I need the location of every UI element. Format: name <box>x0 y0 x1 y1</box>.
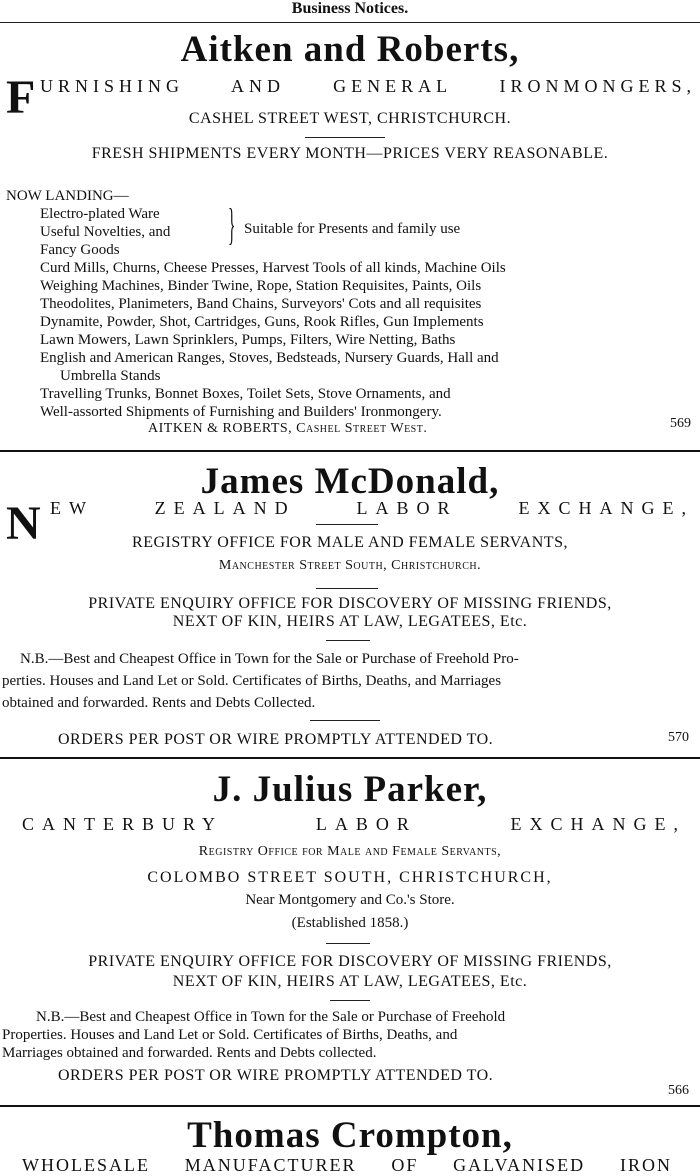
ad2-number: 570 <box>668 730 689 745</box>
ad2-registry: REGISTRY OFFICE FOR MALE AND FEMALE SERVANTS, <box>132 534 568 551</box>
ad-divider <box>0 1105 700 1107</box>
ad1-number: 569 <box>670 416 691 431</box>
ad1-item: Theodolites, Planimeters, Band Chains, Surveyors' Cots and all requisites <box>40 296 482 312</box>
ad-divider <box>0 757 700 759</box>
ad1-bracket: } <box>228 200 236 249</box>
ad1-item: English and American Ranges, Stoves, Bedsteads, Nursery Guards, Hall and <box>40 350 499 366</box>
ad4-name: Thomas Crompton, <box>187 1115 513 1156</box>
ad1-item: Weighing Machines, Binder Twine, Rope, Station Requisites, Paints, Oils <box>40 278 482 294</box>
ad3-address: COLOMBO STREET SOUTH, CHRISTCHURCH, <box>147 869 553 886</box>
ad3-nb-line: Properties. Houses and Land Let or Sold. Certificates of Births, Deaths, and <box>2 1027 458 1043</box>
ad2-orders: ORDERS PER POST OR WIRE PROMPTLY ATTENDED TO. <box>58 731 494 748</box>
ad3-tagline: CANTERBURY LABOR EXCHANGE, <box>22 814 686 834</box>
ad1-signature: AITKEN & ROBERTS, Cashel Street West. <box>148 421 428 436</box>
ad2-short-rule <box>316 588 378 589</box>
ad1-bracket-item: Fancy Goods <box>40 242 120 258</box>
ad2-tagline: EW ZEALAND LABOR EXCHANGE, <box>50 498 694 518</box>
ad3-established: (Established 1858.) <box>291 915 409 931</box>
ad1-item: Umbrella Stands <box>60 368 161 384</box>
ad1-item: Lawn Mowers, Lawn Sprinklers, Pumps, Filters, Wire Netting, Baths <box>40 332 456 348</box>
ad1-tagline: URNISHING AND GENERAL IRONMONGERS, <box>40 76 696 96</box>
ad1-now-landing: NOW LANDING— <box>6 188 129 204</box>
section-header: Business Notices. <box>291 0 409 17</box>
ad1-bracket-item: Useful Novelties, and <box>40 224 171 240</box>
ad3-number: 566 <box>668 1083 689 1098</box>
ad1-item: Well-assorted Shipments of Furnishing and Builders' Ironmongery. <box>40 404 442 420</box>
ad1-bracket-note: Suitable for Presents and family use <box>244 221 461 237</box>
ad-divider <box>0 450 700 452</box>
ad3-short-rule <box>326 943 370 944</box>
ad1-short-rule <box>305 137 385 138</box>
ad1-fresh-shipments: FRESH SHIPMENTS EVERY MONTH—PRICES VERY REASONABLE. <box>91 145 609 162</box>
ad3-nb-line: Marriages obtained and forwarded. Rents and Debts collected. <box>2 1045 377 1061</box>
ad2-short-rule <box>326 640 370 641</box>
ad2-next-of-kin: NEXT OF KIN, HEIRS AT LAW, LEGATEES, Etc. <box>172 613 528 630</box>
ad1-address: CASHEL STREET WEST, CHRISTCHURCH. <box>188 110 512 127</box>
ad1-drop-cap: F <box>6 71 36 124</box>
ad1-bracket-item: Electro-plated Ware <box>40 206 160 222</box>
ad3-nb-line: N.B.—Best and Cheapest Office in Town for the Sale or Purchase of Freehold <box>36 1009 506 1025</box>
ad3-next-of-kin: NEXT OF KIN, HEIRS AT LAW, LEGATEES, Etc. <box>172 973 528 990</box>
ad2-name: James McDonald, <box>200 461 500 502</box>
header-rule <box>0 22 700 23</box>
ad3-registry: Registry Office for Male and Female Servants, <box>198 844 502 859</box>
ad1-name: Aitken and Roberts, <box>180 29 520 70</box>
ad2-address: Manchester Street South, Christchurch. <box>218 558 482 573</box>
ad1-item: Dynamite, Powder, Shot, Cartridges, Guns, Rook Rifles, Gun Implements <box>40 314 484 330</box>
ad2-drop-cap: N <box>6 497 41 550</box>
ad3-short-rule <box>330 1000 370 1001</box>
ad3-near: Near Montgomery and Co.'s Store. <box>245 892 455 908</box>
ad3-private-enquiry: PRIVATE ENQUIRY OFFICE FOR DISCOVERY OF MISSING FRIENDS, <box>88 953 612 970</box>
ad1-item: Travelling Trunks, Bonnet Boxes, Toilet Sets, Stove Ornaments, and <box>40 386 451 402</box>
ad2-short-rule <box>310 720 380 721</box>
ad4-tagline: WHOLESALE MANUFACTURER OF GALVANISED IRON <box>22 1155 672 1175</box>
ad2-nb-line: obtained and forwarded. Rents and Debts Collected. <box>2 695 316 711</box>
ad3-name: J. Julius Parker, <box>212 769 488 810</box>
ad1-item: Curd Mills, Churns, Cheese Presses, Harvest Tools of all kinds, Machine Oils <box>40 260 506 276</box>
ad2-nb-line: N.B.—Best and Cheapest Office in Town for the Sale or Purchase of Freehold Pro- <box>20 651 519 667</box>
ad2-private-enquiry: PRIVATE ENQUIRY OFFICE FOR DISCOVERY OF MISSING FRIENDS, <box>88 595 612 612</box>
ad3-orders: ORDERS PER POST OR WIRE PROMPTLY ATTENDED TO. <box>58 1067 494 1084</box>
ad2-nb-line: perties. Houses and Land Let or Sold. Certificates of Births, Deaths, and Marriages <box>2 673 502 689</box>
ad2-short-rule <box>316 524 378 525</box>
